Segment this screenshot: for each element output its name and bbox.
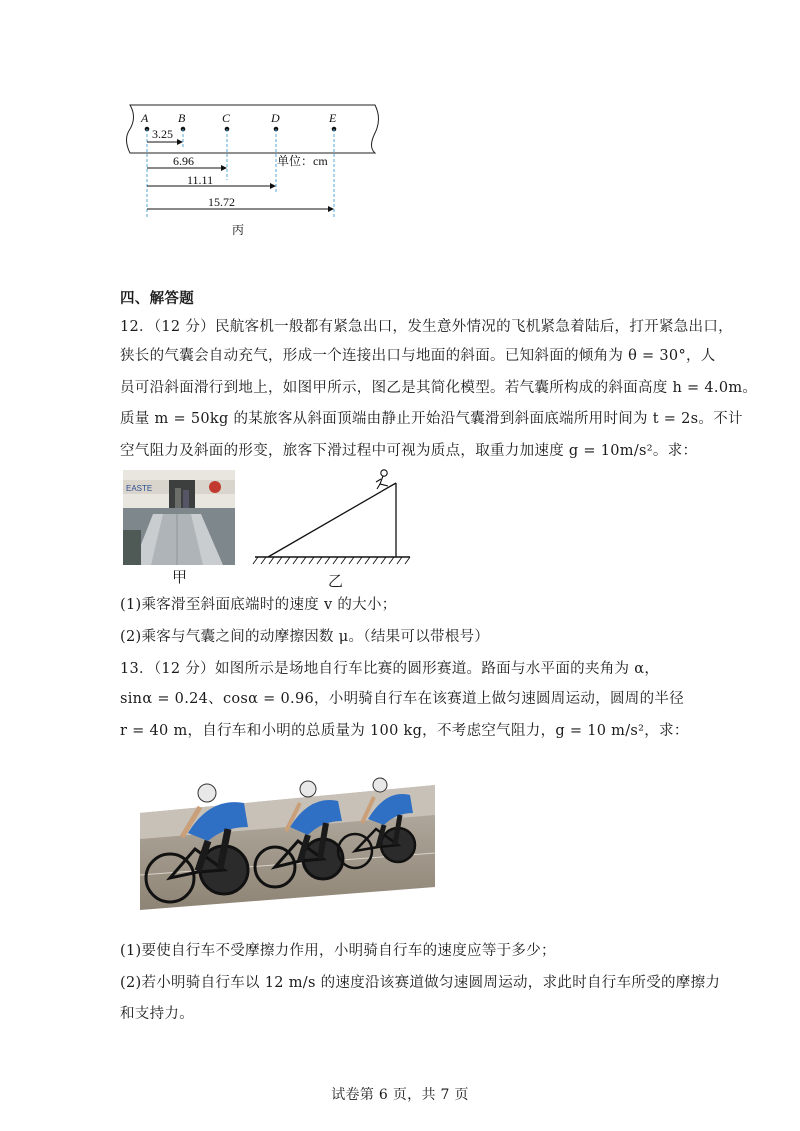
q12-line-1: 12．（12 分）民航客机一般都有紧急出口，发生意外情况的飞机紧急着陆后，打开紧急出口， — [120, 319, 733, 335]
point-label-d: D — [271, 111, 280, 125]
figure-caption-bing: 丙 — [232, 223, 245, 237]
q12-line-5: 空气阻力及斜面的形变，旅客下滑过程中可视为质点，取重力加速度 g = 10m/s²。求： — [120, 443, 698, 459]
page-footer: 试卷第 6 页，共 7 页 — [331, 1087, 469, 1103]
photo-sign-text: EASTE — [126, 484, 153, 493]
q12-line-4: 质量 m = 50kg 的某旅客从斜面顶端由静止开始沿气囊滑到斜面底端所用时间为 t = 2s。不计 — [120, 411, 743, 427]
slope-incline — [268, 483, 396, 557]
evacuation-slide-photo — [123, 470, 235, 565]
figure-label-yi: 乙 — [328, 572, 344, 590]
q12-line-3: 员可沿斜面滑行到地上，如图甲所示，图乙是其简化模型。若气囊所构成的斜面高度 h = 4.0m。 — [120, 380, 758, 396]
q13-line-3: r = 40 m，自行车和小明的总质量为 100 kg，不考虑空气阻力，g = 10 m/s²，求： — [120, 723, 689, 739]
q13-sub-2: (2)若小明骑自行车以 12 m/s 的速度沿该赛道做匀速圆周运动，求此时自行车所受的摩擦力 — [120, 975, 721, 991]
q13-sub-2-continued: 和支持力。 — [120, 1006, 194, 1022]
section-title: 四、解答题 — [120, 290, 194, 307]
point-label-a: A — [141, 111, 149, 125]
distance-ad: 11.11 — [187, 173, 214, 187]
distance-ab: 3.25 — [152, 127, 173, 141]
point-label-c: C — [222, 111, 231, 125]
track-cyclists-photo — [140, 775, 435, 915]
distance-ae: 15.72 — [208, 195, 235, 209]
q12-sub-2: (2)乘客与气囊之间的动摩擦因数 μ。（结果可以带根号） — [120, 629, 490, 645]
distance-ac: 6.96 — [173, 154, 194, 168]
q12-sub-1: (1)乘客滑至斜面底端时的速度 v 的大小； — [120, 597, 397, 613]
q12-line-2: 狭长的气囊会自动充气，形成一个连接出口与地面的斜面。已知斜面的倾角为 θ = 30°，人 — [120, 348, 716, 364]
passenger-figure — [376, 470, 388, 489]
q13-line-2: sinα = 0.24、cosα = 0.96，小明骑自行车在该赛道上做匀速圆周运动，圆周的半径 — [120, 691, 684, 707]
q13-sub-1: (1)要使自行车不受摩擦力作用，小明骑自行车的速度应等于多少； — [120, 943, 556, 959]
point-label-b: B — [178, 111, 186, 125]
unit-label: 单位：cm — [277, 154, 328, 168]
figure-label-jia: 甲 — [172, 568, 188, 586]
q13-line-1: 13．（12 分）如图所示是场地自行车比赛的圆形赛道。路面与水平面的夹角为 α， — [120, 661, 660, 677]
slope-diagram — [250, 465, 415, 575]
point-label-e: E — [329, 111, 337, 125]
tape-figure — [110, 95, 390, 240]
